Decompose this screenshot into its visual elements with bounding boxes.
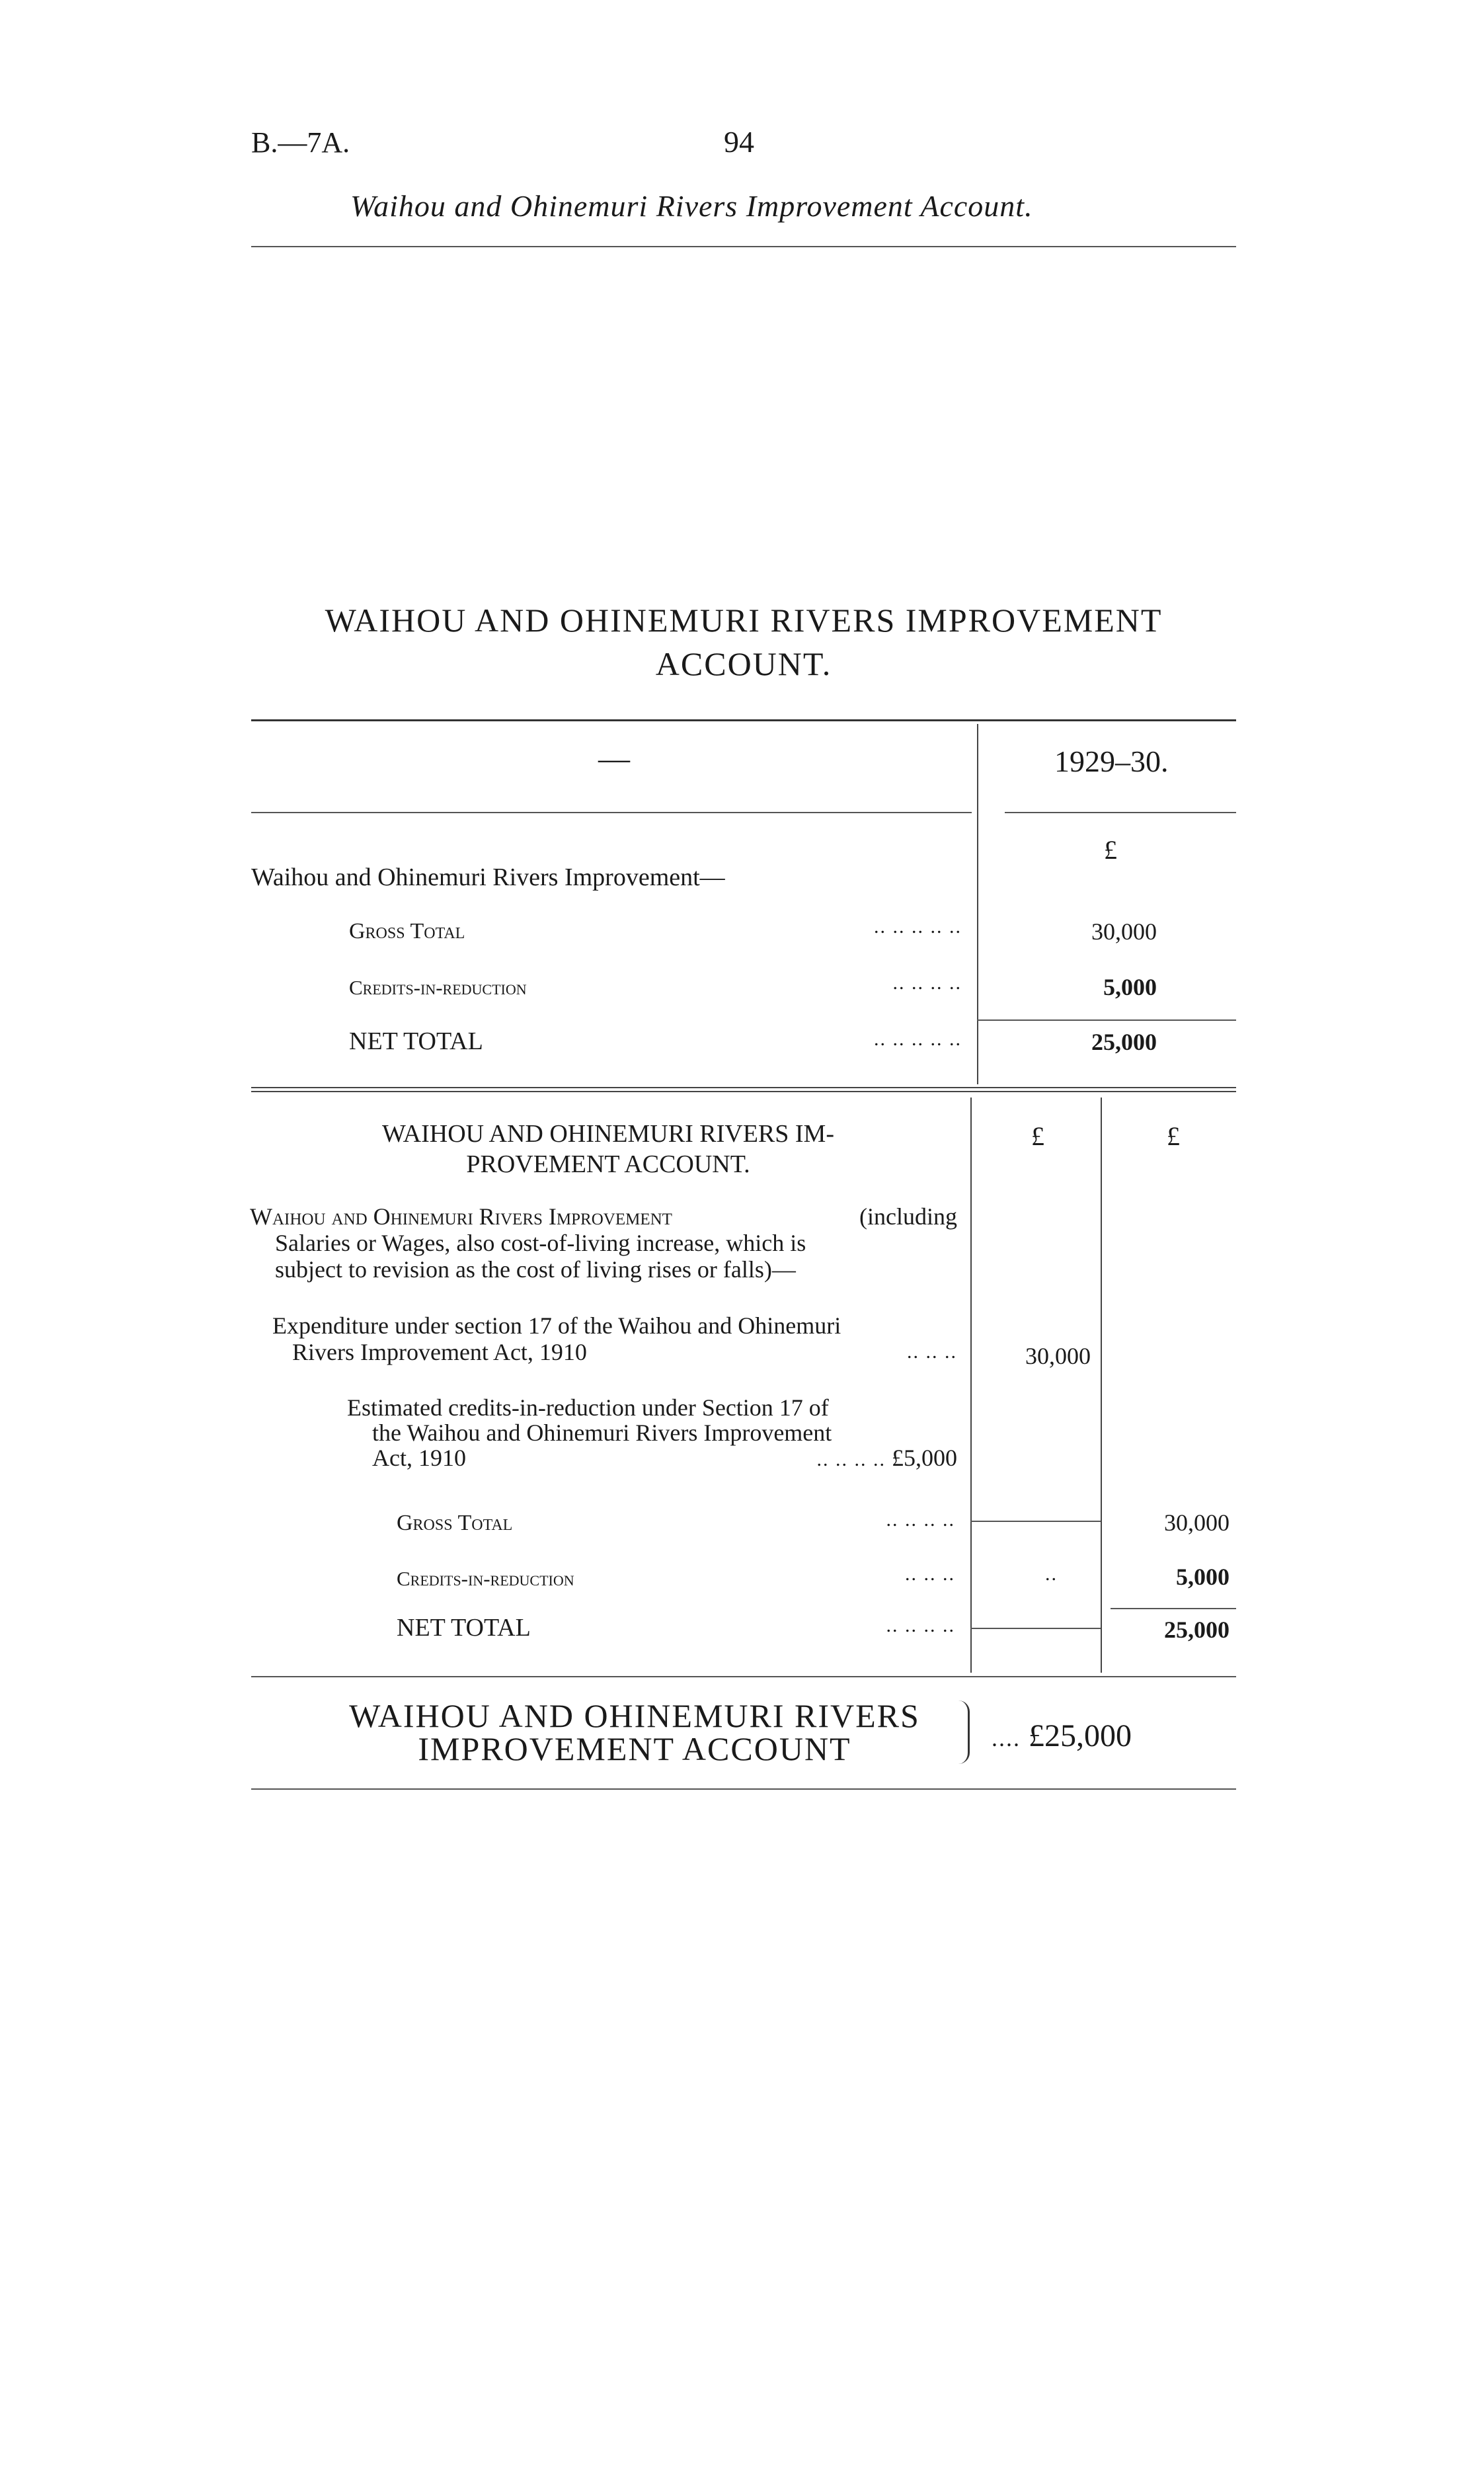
detail-credits-tail	[817, 1445, 958, 1472]
footer-rule	[251, 1788, 1236, 1790]
footer-total-title	[311, 1699, 958, 1765]
summary-header-rule-left	[251, 812, 972, 813]
summary-heading: Waihou and Ohinemuri Rivers Improvement—	[251, 863, 725, 891]
footer-total-dots: ....	[992, 1725, 1021, 1751]
detail-heading	[311, 1119, 906, 1179]
detail-net-rule-col2	[1111, 1608, 1236, 1609]
footer-total-amount-wrap	[992, 1718, 1132, 1754]
detail-credits-dots: .. .. .. ..	[816, 1449, 886, 1470]
detail-gross-rule	[970, 1521, 1101, 1522]
account-title	[251, 598, 1236, 686]
detail-credits-line2: the Waihou and Ohinemuri Rivers Improvement	[372, 1419, 832, 1446]
detail-bottom-rule	[251, 1676, 1236, 1677]
detail-credits-value: 5,000	[1176, 1564, 1230, 1590]
detail-column-divider-2	[1101, 1098, 1102, 1673]
summary-gross-total-value: 30,000	[1091, 918, 1157, 945]
detail-heading-line1: WAIHOU AND OHINEMURI RIVERS IM-	[382, 1120, 834, 1148]
detail-currency-col2: £	[1167, 1121, 1180, 1151]
summary-net-rule	[977, 1019, 1236, 1021]
detail-description	[250, 1203, 957, 1283]
detail-credits-line3-wrap	[347, 1445, 957, 1472]
detail-credits-line3: Act, 1910	[372, 1445, 466, 1471]
page-number: 94	[724, 125, 754, 159]
summary-bottom-rule	[251, 1087, 1236, 1092]
detail-expenditure-dots: .. .. ..	[907, 1341, 957, 1363]
detail-credits-amount: £5,000	[892, 1445, 957, 1471]
running-title: Waihou and Ohinemuri Rivers Improvement Account.	[350, 189, 1033, 223]
detail-heading-line2: PROVEMENT ACCOUNT.	[466, 1150, 750, 1178]
detail-gross-total-value: 30,000	[1164, 1509, 1230, 1536]
detail-credits-label: Credits-in-reduction	[397, 1567, 574, 1590]
summary-year-header: 1929–30.	[1054, 744, 1169, 778]
summary-header-dash: —	[598, 741, 630, 776]
summary-header-rule-right	[1005, 812, 1236, 813]
detail-column-divider-1	[970, 1098, 972, 1673]
detail-expenditure-line2-wrap	[272, 1339, 957, 1365]
detail-gross-total-dots: .. .. .. ..	[886, 1509, 955, 1531]
footer-total-line2: IMPROVEMENT ACCOUNT	[418, 1730, 851, 1767]
detail-net-rule-col1	[970, 1628, 1101, 1629]
detail-net-total-value: 25,000	[1164, 1617, 1230, 1643]
account-title-line1: WAIHOU AND OHINEMURI RIVERS IMPROVEMENT	[325, 602, 1163, 639]
summary-top-rule	[251, 719, 1236, 721]
footer-total-amount: £25,000	[1029, 1718, 1132, 1753]
detail-expenditure-line1: Expenditure under section 17 of the Waihou and Ohinemuri	[272, 1312, 841, 1339]
summary-credits-dots: .. .. .. ..	[892, 972, 962, 994]
summary-gross-total-label: Gross Total	[349, 919, 465, 943]
detail-description-lead: Waihou and Ohinemuri Rivers Improvement	[250, 1203, 672, 1230]
detail-credits-col1: ..	[1045, 1563, 1058, 1585]
detail-gross-total-label: Gross Total	[397, 1511, 513, 1535]
detail-expenditure-value: 30,000	[1025, 1343, 1091, 1369]
detail-credits-dots-row: .. .. ..	[905, 1563, 955, 1585]
summary-net-total-value: 25,000	[1091, 1029, 1157, 1055]
detail-description-line1	[250, 1203, 957, 1230]
account-title-line2: ACCOUNT.	[655, 645, 832, 682]
footer-total-line1: WAIHOU AND OHINEMURI RIVERS	[349, 1697, 920, 1734]
summary-credits-label: Credits-in-reduction	[349, 976, 527, 999]
detail-net-total-label: NET TOTAL	[397, 1614, 531, 1642]
summary-net-total-dots: .. .. .. .. ..	[874, 1028, 962, 1050]
detail-credits-estimate	[347, 1395, 957, 1472]
summary-credits-value: 5,000	[1103, 974, 1157, 1000]
summary-currency: £	[1104, 835, 1117, 865]
summary-net-total-label: NET TOTAL	[349, 1027, 483, 1055]
detail-net-total-dots: .. .. .. ..	[886, 1615, 955, 1636]
footer-brace	[958, 1700, 970, 1764]
detail-description-tail: (including	[859, 1203, 957, 1230]
detail-expenditure-line2: Rivers Improvement Act, 1910	[292, 1339, 587, 1365]
detail-credits-line1: Estimated credits-in-reduction under Section 17 of	[347, 1394, 829, 1421]
summary-column-divider	[977, 724, 978, 1084]
detail-currency-col1: £	[1031, 1121, 1044, 1151]
detail-description-line3: subject to revision as the cost of living rises or falls)—	[275, 1256, 796, 1283]
document-reference: B.—7A.	[251, 126, 350, 159]
summary-gross-total-dots: .. .. .. .. ..	[874, 916, 962, 938]
detail-description-line2: Salaries or Wages, also cost-of-living increase, which is	[275, 1230, 806, 1256]
header-rule	[251, 246, 1236, 247]
detail-expenditure	[272, 1312, 957, 1365]
